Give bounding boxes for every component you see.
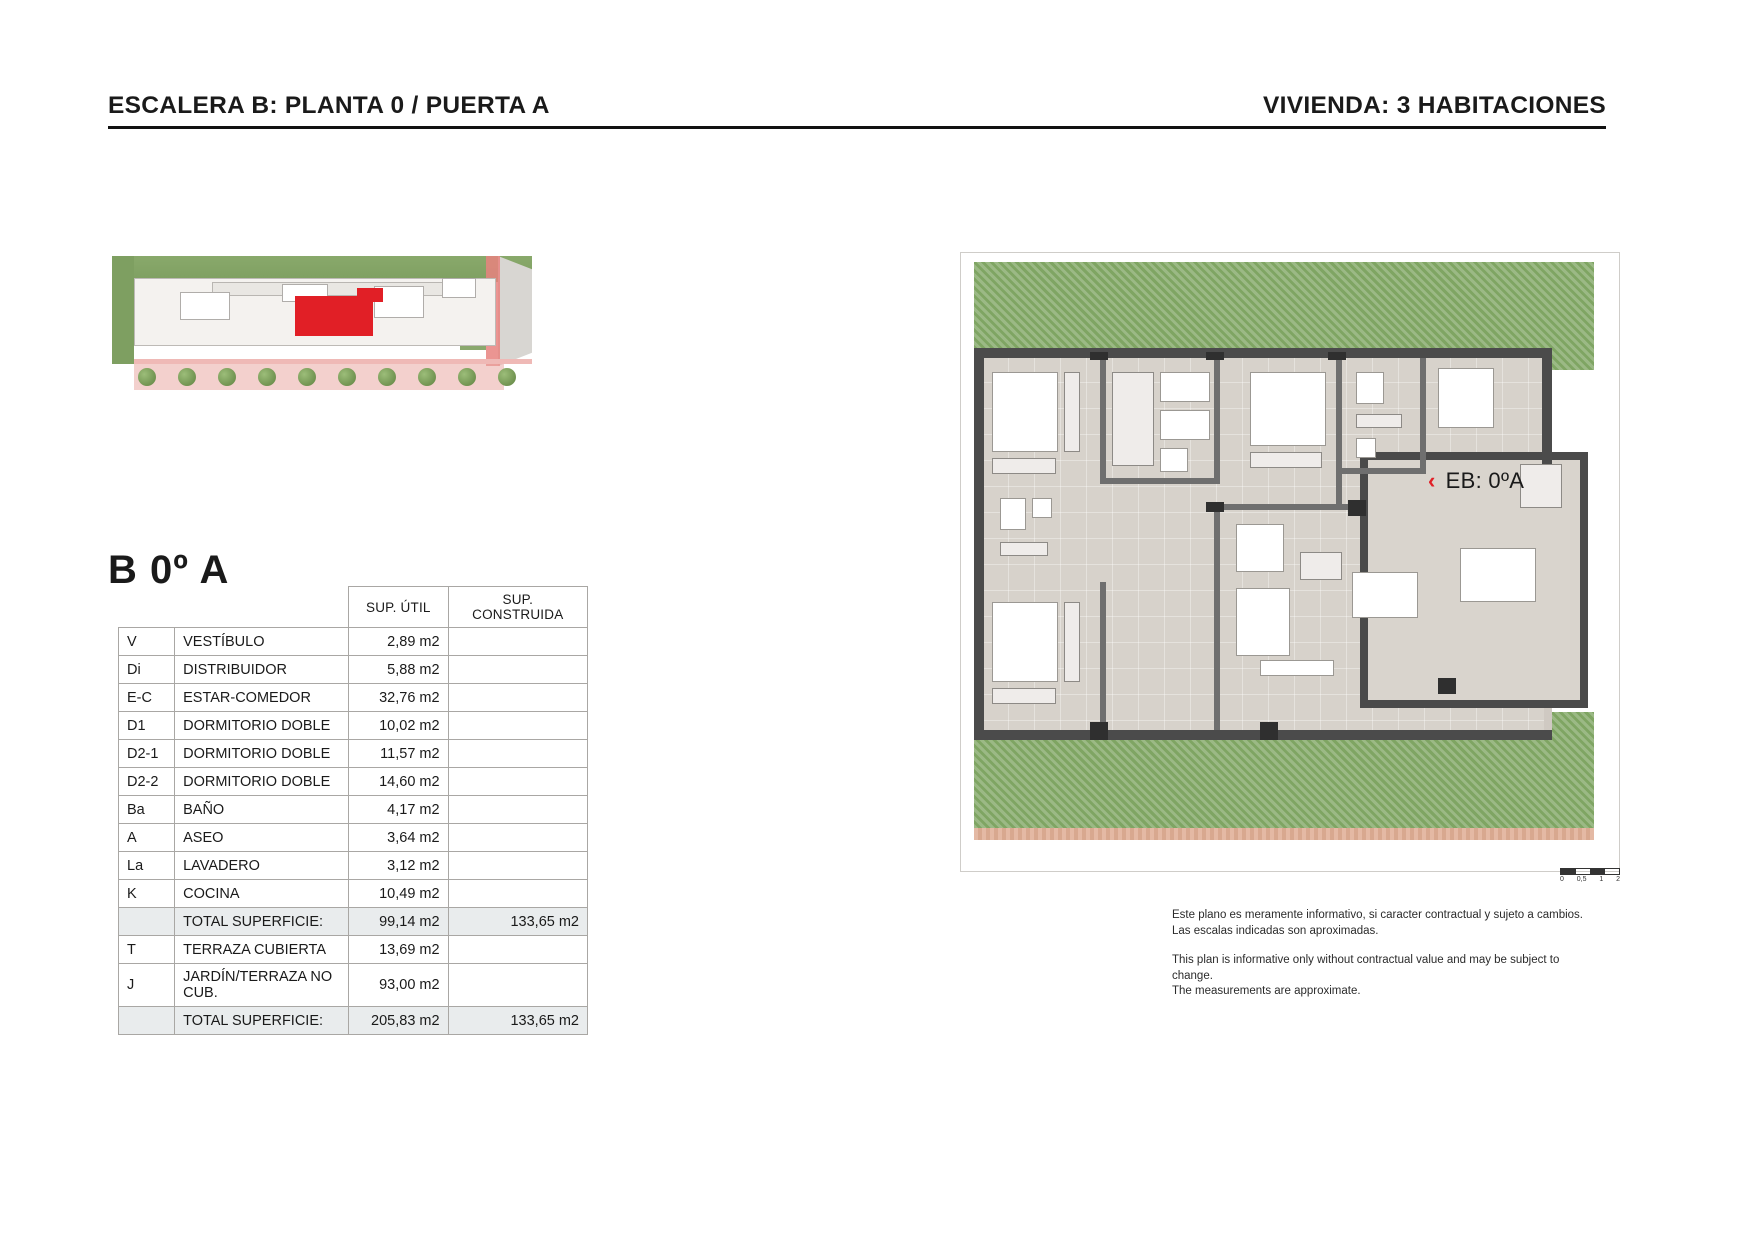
chevron-left-icon: ‹ — [1428, 468, 1436, 493]
room-util: 11,57 m2 — [349, 740, 448, 768]
room-util: 10,02 m2 — [349, 712, 448, 740]
site-front-path — [134, 359, 532, 364]
total-util: 99,14 m2 — [349, 908, 448, 936]
room-code: A — [119, 824, 175, 852]
armchair — [1236, 524, 1284, 572]
wc-fixture-2 — [1356, 438, 1376, 458]
room-construida — [448, 768, 587, 796]
room-name: JARDÍN/TERRAZA NO CUB. — [175, 964, 349, 1007]
table-header-util: SUP. ÚTIL — [349, 587, 448, 628]
table-header-code — [119, 587, 175, 628]
room-code: T — [119, 936, 175, 964]
bed-furniture-3 — [992, 602, 1058, 682]
partition-bedroom2 — [1214, 358, 1220, 484]
site-tree — [378, 368, 396, 386]
room-code: D2-2 — [119, 768, 175, 796]
surface-area-table — [118, 586, 588, 1035]
room-name: BAÑO — [175, 796, 349, 824]
total-spacer — [119, 1007, 175, 1035]
storage-unit — [1160, 410, 1210, 440]
total-util: 205,83 m2 — [349, 1007, 448, 1035]
table-row — [119, 880, 588, 908]
room-construida — [448, 740, 587, 768]
room-name: DORMITORIO DOBLE — [175, 740, 349, 768]
room-construida — [448, 684, 587, 712]
room-util: 32,76 m2 — [349, 684, 448, 712]
floor-plan-drawing — [960, 252, 1620, 872]
total-label: TOTAL SUPERFICIE: — [175, 1007, 349, 1035]
site-tree — [178, 368, 196, 386]
utility-shaft — [1438, 368, 1494, 428]
room-name: TERRAZA CUBIERTA — [175, 936, 349, 964]
disclaimer-text — [1172, 908, 1602, 1000]
table-row — [119, 796, 588, 824]
room-construida — [448, 796, 587, 824]
partition-bathroom-south — [1336, 468, 1426, 474]
site-block-1 — [180, 292, 230, 320]
coffee-table — [1300, 552, 1342, 580]
header-title-right: VIVIENDA: 3 HABITACIONES — [1263, 92, 1606, 119]
disclaimer-en-line2: The measurements are approximate. — [1172, 985, 1361, 998]
total-spacer — [119, 908, 175, 936]
site-tree — [338, 368, 356, 386]
column-5 — [1260, 722, 1278, 740]
room-name: DORMITORIO DOBLE — [175, 712, 349, 740]
partition-living-west — [1214, 504, 1220, 730]
bed-furniture-1 — [992, 372, 1058, 452]
room-construida — [448, 964, 587, 1007]
disclaimer-es — [1172, 908, 1602, 939]
disclaimer-es-line1: Este plano es meramente informativo, si caracter contractual y sujeto a cambios. — [1172, 909, 1583, 921]
wall-west — [974, 348, 984, 740]
partition-bedroom1 — [1100, 358, 1106, 478]
room-construida — [448, 824, 587, 852]
room-util: 3,12 m2 — [349, 852, 448, 880]
bathtub — [1356, 372, 1384, 404]
table-row — [119, 656, 588, 684]
page-header — [108, 92, 1606, 129]
total-construida: 133,65 m2 — [448, 1007, 587, 1035]
scale-tick-1: 0,5 — [1576, 876, 1587, 883]
room-name: DORMITORIO DOBLE — [175, 768, 349, 796]
table-row — [119, 712, 588, 740]
column-8 — [1438, 678, 1456, 694]
scale-tick-2: 1 — [1599, 876, 1604, 883]
partition-bedroom3 — [1100, 582, 1106, 730]
table-header-name — [175, 587, 349, 628]
room-name: LAVADERO — [175, 852, 349, 880]
room-code: K — [119, 880, 175, 908]
unit-title: B 0º A — [108, 548, 230, 592]
total-construida: 133,65 m2 — [448, 908, 587, 936]
room-construida — [448, 628, 587, 656]
column-2 — [1206, 352, 1224, 360]
site-tree — [458, 368, 476, 386]
site-block-4 — [442, 278, 476, 298]
room-code: D2-1 — [119, 740, 175, 768]
room-construida — [448, 880, 587, 908]
site-highlighted-unit — [295, 296, 373, 336]
room-util: 2,89 m2 — [349, 628, 448, 656]
entrance-marker-label: EB: 0ºA — [1445, 468, 1525, 493]
site-green-left — [112, 256, 134, 364]
nightstand-3 — [1064, 602, 1080, 682]
table-header-construida: SUP. CONSTRUIDA — [448, 587, 587, 628]
scale-tick-0: 0 — [1560, 876, 1564, 883]
room-code: E-C — [119, 684, 175, 712]
site-tree — [418, 368, 436, 386]
room-util: 10,49 m2 — [349, 880, 448, 908]
wall-north — [974, 348, 1552, 358]
scale-tick-3: 2 — [1616, 876, 1620, 883]
terrace-paving-strip — [974, 828, 1594, 840]
tv-unit — [1260, 660, 1334, 676]
site-corridor — [212, 282, 464, 296]
room-name: ASEO — [175, 824, 349, 852]
table-row — [119, 964, 588, 1007]
room-util: 5,88 m2 — [349, 656, 448, 684]
disclaimer-en-line1: This plan is informative only without contractual value and may be subject to change. — [1172, 954, 1560, 982]
partition-bathroom — [1420, 358, 1426, 468]
washbasin — [1000, 542, 1048, 556]
entrance-marker — [1428, 468, 1524, 494]
room-code: J — [119, 964, 175, 1007]
partition-bedroom4 — [1336, 358, 1342, 508]
table-total-row-1 — [119, 908, 588, 936]
site-tree — [498, 368, 516, 386]
table-row — [119, 684, 588, 712]
table-row — [119, 628, 588, 656]
room-code: Di — [119, 656, 175, 684]
room-name: ESTAR-COMEDOR — [175, 684, 349, 712]
room-name: DISTRIBUIDOR — [175, 656, 349, 684]
room-construida — [448, 852, 587, 880]
total-label: TOTAL SUPERFICIE: — [175, 908, 349, 936]
room-code: V — [119, 628, 175, 656]
column-1 — [1090, 352, 1108, 360]
wardrobe-1 — [992, 458, 1056, 474]
wardrobe-3 — [992, 688, 1056, 704]
disclaimer-en — [1172, 953, 1602, 1000]
table-row — [119, 936, 588, 964]
nightstand-1 — [1064, 372, 1080, 452]
scale-bar-ticks — [1560, 876, 1620, 883]
room-code: La — [119, 852, 175, 880]
column-4 — [1090, 722, 1108, 740]
room-name: COCINA — [175, 880, 349, 908]
room-construida — [448, 712, 587, 740]
table-row — [119, 740, 588, 768]
room-construida — [448, 656, 587, 684]
room-util: 4,17 m2 — [349, 796, 448, 824]
room-util: 14,60 m2 — [349, 768, 448, 796]
site-tree — [298, 368, 316, 386]
site-tree — [218, 368, 236, 386]
header-title-left: ESCALERA B: PLANTA 0 / PUERTA A — [108, 92, 550, 119]
table-row — [119, 768, 588, 796]
shower-tray — [1000, 498, 1026, 530]
room-code: Ba — [119, 796, 175, 824]
washing-machine — [1160, 448, 1188, 472]
table-row — [119, 852, 588, 880]
disclaimer-es-line2: Las escalas indicadas son aproximadas. — [1172, 924, 1379, 937]
room-util: 93,00 m2 — [349, 964, 448, 1007]
scale-bar-graphic — [1560, 868, 1620, 875]
dining-table — [1352, 572, 1418, 618]
table-header-row — [119, 587, 588, 628]
vanity-unit — [1356, 414, 1402, 428]
sofa — [1236, 588, 1290, 656]
room-util: 3,64 m2 — [349, 824, 448, 852]
kitchen-dining-table — [1460, 548, 1536, 602]
wardrobe-2 — [1250, 452, 1322, 468]
site-tree — [258, 368, 276, 386]
site-key-plan — [112, 256, 532, 390]
table-row — [119, 824, 588, 852]
wc-fixture — [1032, 498, 1052, 518]
column-6 — [1206, 502, 1224, 512]
wall-east-upper — [1542, 348, 1552, 480]
laundry-unit — [1160, 372, 1210, 402]
room-code: D1 — [119, 712, 175, 740]
table-total-row-2 — [119, 1007, 588, 1035]
room-util: 13,69 m2 — [349, 936, 448, 964]
partition-corridor-top — [1100, 478, 1220, 484]
scale-bar — [1560, 868, 1620, 883]
room-construida — [448, 936, 587, 964]
room-name: VESTÍBULO — [175, 628, 349, 656]
site-tree — [138, 368, 156, 386]
column-3 — [1328, 352, 1346, 360]
bed-furniture-2 — [1250, 372, 1326, 446]
site-highlighted-unit-terrace — [357, 288, 383, 302]
site-plot-edge — [498, 256, 532, 366]
column-7 — [1348, 500, 1366, 516]
stair-run — [1112, 372, 1154, 466]
kitchen-counter — [1520, 464, 1562, 508]
